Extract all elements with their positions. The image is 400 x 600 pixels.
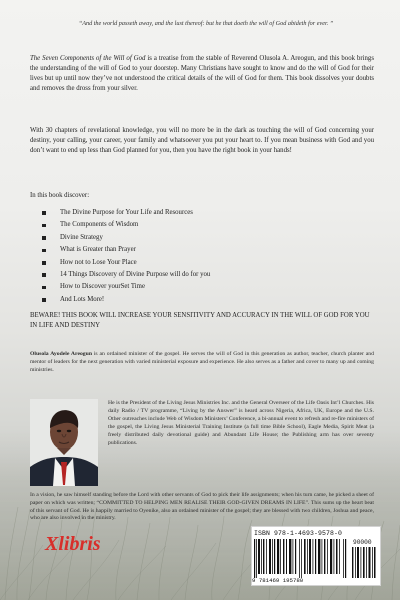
list-item: What is Greater than Prayer [40, 244, 320, 256]
author-photo [30, 399, 98, 486]
isbn-barcode [254, 539, 347, 578]
barcode-digits: 9 781469 195780 [252, 577, 304, 584]
book-title: The Seven Components of the Will of God [30, 55, 146, 62]
author-name: Olusola Ayodele Areogun [30, 351, 92, 357]
list-item: And Lots More! [40, 294, 320, 306]
list-item: Divine Strategy [40, 232, 320, 244]
epigraph: “And the world passeth away, and the lust thereof: but he that doeth the will of God abideth for ever. ” [78, 20, 334, 27]
intro-text: is a treatise from the stable of Reverend Olusola A. Areogun, and this book brings the understanding of the will of God to your doorstep. Many Christians have sought to know and do the will of God for their lives but up until now they’ve not understood the critical details of the will of God for them. This book dissolves your doubts and removes the dross from your silver. [30, 55, 374, 92]
list-item: 14 Things Discovery of Divine Purpose will do for you [40, 269, 320, 281]
price-barcode [352, 547, 376, 578]
svg-text:Xlibris: Xlibris [45, 533, 101, 555]
discover-label: In this book discover: [30, 192, 90, 199]
author-bio-text: is an ordained minister of the gospel. He serves the will of God in this generation as author, teacher, church planter and mentor of leaders for the next generation with varied ministerial exposure and experience. He also serves as a father and cover to many up and coming ministries. [30, 351, 374, 374]
list-item: How not to Lose Your Place [40, 257, 320, 269]
intro-paragraph [30, 54, 374, 94]
isbn-label: ISBN 978-1-4693-9578-0 [254, 530, 343, 537]
author-bio-vision: In a vision, he saw himself standing before the Lord with other servants of God to pick their life assignments; when his turn came, he picked a sheet of paper on which was written; “COMMITTED TO HELPING MEN REALISE THEIR GOD-GIVEN DREAMS IN LIFE”. This sums up the heart beat of this servant of God. He is happily married to Oyenike, also an ordained minister of the gospel; they are blessed with two children, Joshua and peace, who are also involved in the ministry. [30, 492, 375, 522]
author-bio-ministry: He is the President of the Living Jesus Ministries Inc. and the General Overseer of the Life Oasis Int’l Churches. His daily Radio / TV programme, “Living by the Answer” is heard across Nigeria, Africa, UK, Europe and the U.S. Other outreaches include Web of Wisdom Ministers’ Conference, a bi-annual event to refresh and re-fire ministers of the gospel, the Living Jesus Ministerial Training Institute (a full time Bible School), Eagle Media, Spirit Meat (a freely distributed daily devotional guide) and Abundant Life House; the Publishing arm has over seventy publications. [108, 400, 374, 446]
chapters-paragraph: With 30 chapters of revelational knowledge, you will no more be in the dark as touching the will of God concerning your destiny, your calling, your career, your family and whatsoever you put your heart to. If you mean business with God and you don’t want to end up less than God planned for you, then you have the right book in your hands! [30, 127, 374, 154]
author-bio-intro [30, 350, 374, 374]
warning-text: BEWARE! THIS BOOK WILL INCREASE YOUR SENSITIVITY AND ACCURACY IN THE WILL OF GOD FOR YOU IN LIFE AND DESTINY [30, 312, 370, 330]
price-code: 90000 [353, 539, 372, 546]
list-item: The Divine Purpose for Your Life and Resources [40, 207, 320, 219]
list-item: The Components of Wisdom [40, 219, 320, 231]
publisher-logo [44, 531, 128, 557]
list-item: How to Discover yourSet Time [40, 281, 320, 293]
discover-list [40, 207, 320, 306]
